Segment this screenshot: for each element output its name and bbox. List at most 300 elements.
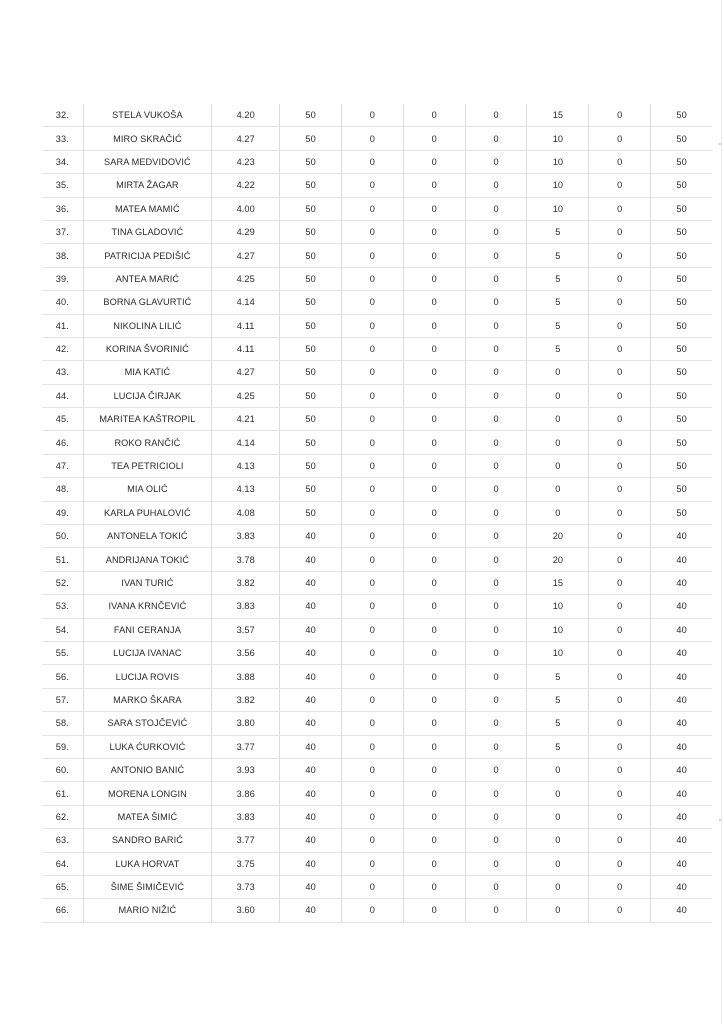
- cell-total: 40: [651, 525, 712, 548]
- table-row: [42, 758, 712, 781]
- cell-name: SANDRO BARIĆ: [83, 829, 212, 852]
- table-row: [42, 852, 712, 875]
- cell-rank: 34.: [42, 150, 83, 173]
- table-row: [42, 571, 712, 594]
- cell-col-9: 0: [589, 104, 651, 127]
- cell-rank: 59.: [42, 735, 83, 758]
- cell-col-5: 0: [342, 735, 404, 758]
- table-row: [42, 735, 712, 758]
- cell-bonus-points: 0: [527, 408, 589, 431]
- cell-col-7: 0: [465, 244, 527, 267]
- cell-name: LUCIJA ČIRJAK: [83, 384, 212, 407]
- cell-bonus-points: 0: [527, 899, 589, 922]
- cell-name: MATEA ŠIMIĆ: [83, 805, 212, 828]
- table-row: [42, 688, 712, 711]
- cell-grade-average: 3.77: [212, 829, 280, 852]
- cell-col-6: 0: [403, 805, 465, 828]
- cell-col-6: 0: [403, 618, 465, 641]
- cell-grade-average: 3.75: [212, 852, 280, 875]
- cell-col-5: 0: [342, 244, 404, 267]
- cell-col-6: 0: [403, 852, 465, 875]
- cell-rank: 42.: [42, 337, 83, 360]
- cell-rank: 64.: [42, 852, 83, 875]
- cell-bonus-points: 15: [527, 571, 589, 594]
- cell-col-6: 0: [403, 314, 465, 337]
- cell-bonus-points: 5: [527, 291, 589, 314]
- cell-score: 50: [280, 314, 342, 337]
- cell-col-5: 0: [342, 548, 404, 571]
- cell-score: 40: [280, 571, 342, 594]
- cell-bonus-points: 0: [527, 501, 589, 524]
- cell-total: 40: [651, 618, 712, 641]
- cell-total: 40: [651, 852, 712, 875]
- cell-score: 50: [280, 104, 342, 127]
- cell-name: MARKO ŠKARA: [83, 688, 212, 711]
- cell-total: 40: [651, 665, 712, 688]
- cell-col-7: 0: [465, 829, 527, 852]
- table-row: [42, 220, 712, 243]
- cell-name: TINA GLADOVIĆ: [83, 220, 212, 243]
- cell-col-9: 0: [589, 899, 651, 922]
- cell-grade-average: 4.21: [212, 408, 280, 431]
- table-row: [42, 408, 712, 431]
- cell-total: 40: [651, 805, 712, 828]
- cell-grade-average: 3.60: [212, 899, 280, 922]
- cell-grade-average: 4.27: [212, 127, 280, 150]
- cell-bonus-points: 10: [527, 174, 589, 197]
- cell-rank: 57.: [42, 688, 83, 711]
- cell-score: 50: [280, 478, 342, 501]
- cell-col-6: 0: [403, 641, 465, 664]
- cell-col-7: 0: [465, 501, 527, 524]
- cell-bonus-points: 20: [527, 525, 589, 548]
- cell-col-5: 0: [342, 525, 404, 548]
- cell-rank: 44.: [42, 384, 83, 407]
- cell-score: 40: [280, 782, 342, 805]
- cell-col-6: 0: [403, 150, 465, 173]
- cell-col-6: 0: [403, 712, 465, 735]
- table-row: [42, 782, 712, 805]
- cell-rank: 52.: [42, 571, 83, 594]
- cell-col-9: 0: [589, 875, 651, 898]
- cell-rank: 33.: [42, 127, 83, 150]
- cell-col-7: 0: [465, 431, 527, 454]
- cell-name: STELA VUKOŠA: [83, 104, 212, 127]
- cell-score: 40: [280, 805, 342, 828]
- table-row: [42, 174, 712, 197]
- cell-score: 40: [280, 758, 342, 781]
- cell-rank: 45.: [42, 408, 83, 431]
- cell-name: LUCIJA IVANAC: [83, 641, 212, 664]
- cell-rank: 47.: [42, 454, 83, 477]
- cell-col-9: 0: [589, 571, 651, 594]
- cell-total: 50: [651, 127, 712, 150]
- cell-rank: 61.: [42, 782, 83, 805]
- cell-bonus-points: 5: [527, 688, 589, 711]
- cell-name: ŠIME ŠIMIČEVIĆ: [83, 875, 212, 898]
- cell-rank: 65.: [42, 875, 83, 898]
- cell-grade-average: 4.25: [212, 267, 280, 290]
- cell-score: 50: [280, 197, 342, 220]
- cell-total: 40: [651, 712, 712, 735]
- cell-name: PATRICIJA PEDIŠIĆ: [83, 244, 212, 267]
- cell-col-6: 0: [403, 127, 465, 150]
- cell-bonus-points: 5: [527, 337, 589, 360]
- cell-bonus-points: 20: [527, 548, 589, 571]
- cell-bonus-points: 10: [527, 618, 589, 641]
- table-row: [42, 337, 712, 360]
- cell-rank: 35.: [42, 174, 83, 197]
- cell-total: 50: [651, 244, 712, 267]
- cell-total: 40: [651, 899, 712, 922]
- table-row: [42, 361, 712, 384]
- cell-name: KARLA PUHALOVIĆ: [83, 501, 212, 524]
- cell-col-6: 0: [403, 758, 465, 781]
- cell-grade-average: 3.83: [212, 805, 280, 828]
- cell-col-9: 0: [589, 782, 651, 805]
- cell-col-9: 0: [589, 829, 651, 852]
- cell-col-5: 0: [342, 618, 404, 641]
- cell-col-5: 0: [342, 688, 404, 711]
- cell-score: 40: [280, 665, 342, 688]
- cell-grade-average: 3.73: [212, 875, 280, 898]
- cell-bonus-points: 5: [527, 220, 589, 243]
- cell-col-5: 0: [342, 501, 404, 524]
- cell-col-9: 0: [589, 361, 651, 384]
- cell-score: 50: [280, 408, 342, 431]
- cell-col-7: 0: [465, 150, 527, 173]
- table-row: [42, 267, 712, 290]
- cell-col-7: 0: [465, 454, 527, 477]
- cell-score: 50: [280, 220, 342, 243]
- cell-col-5: 0: [342, 361, 404, 384]
- cell-col-9: 0: [589, 291, 651, 314]
- cell-score: 50: [280, 337, 342, 360]
- cell-total: 40: [651, 595, 712, 618]
- cell-col-6: 0: [403, 267, 465, 290]
- table-row: [42, 314, 712, 337]
- cell-total: 40: [651, 782, 712, 805]
- cell-col-5: 0: [342, 267, 404, 290]
- cell-name: KORINA ŠVORINIĆ: [83, 337, 212, 360]
- cell-rank: 62.: [42, 805, 83, 828]
- cell-score: 40: [280, 735, 342, 758]
- cell-total: 50: [651, 454, 712, 477]
- table-row: [42, 127, 712, 150]
- cell-score: 40: [280, 548, 342, 571]
- cell-name: LUKA ĆURKOVIĆ: [83, 735, 212, 758]
- cell-total: 50: [651, 361, 712, 384]
- cell-name: IVAN TURIĆ: [83, 571, 212, 594]
- cell-col-6: 0: [403, 595, 465, 618]
- cell-col-7: 0: [465, 408, 527, 431]
- cell-bonus-points: 0: [527, 478, 589, 501]
- cell-name: ANTEA MARIĆ: [83, 267, 212, 290]
- cell-col-5: 0: [342, 197, 404, 220]
- cell-col-9: 0: [589, 758, 651, 781]
- cell-rank: 36.: [42, 197, 83, 220]
- cell-score: 40: [280, 712, 342, 735]
- table-row: [42, 291, 712, 314]
- cell-col-5: 0: [342, 829, 404, 852]
- cell-col-9: 0: [589, 174, 651, 197]
- cell-col-5: 0: [342, 665, 404, 688]
- table-row: [42, 525, 712, 548]
- table-row: [42, 712, 712, 735]
- cell-col-5: 0: [342, 384, 404, 407]
- cell-col-9: 0: [589, 525, 651, 548]
- cell-score: 40: [280, 525, 342, 548]
- cell-name: MARITEA KAŠTROPIL: [83, 408, 212, 431]
- results-table: [42, 104, 712, 923]
- cell-total: 40: [651, 875, 712, 898]
- cell-col-9: 0: [589, 548, 651, 571]
- cell-col-7: 0: [465, 665, 527, 688]
- table-row: [42, 665, 712, 688]
- cell-col-7: 0: [465, 220, 527, 243]
- cell-col-7: 0: [465, 782, 527, 805]
- cell-bonus-points: 5: [527, 665, 589, 688]
- cell-total: 50: [651, 384, 712, 407]
- cell-bonus-points: 10: [527, 595, 589, 618]
- cell-bonus-points: 0: [527, 384, 589, 407]
- cell-col-5: 0: [342, 127, 404, 150]
- cell-col-9: 0: [589, 618, 651, 641]
- cell-col-5: 0: [342, 758, 404, 781]
- cell-score: 50: [280, 150, 342, 173]
- cell-name: NIKOLINA LILIĆ: [83, 314, 212, 337]
- cell-col-5: 0: [342, 782, 404, 805]
- cell-total: 40: [651, 829, 712, 852]
- cell-total: 50: [651, 267, 712, 290]
- cell-col-5: 0: [342, 805, 404, 828]
- cell-total: 50: [651, 501, 712, 524]
- cell-score: 40: [280, 829, 342, 852]
- cell-col-6: 0: [403, 384, 465, 407]
- cell-bonus-points: 15: [527, 104, 589, 127]
- cell-col-7: 0: [465, 712, 527, 735]
- table-row: [42, 595, 712, 618]
- cell-rank: 55.: [42, 641, 83, 664]
- cell-col-6: 0: [403, 875, 465, 898]
- cell-col-5: 0: [342, 174, 404, 197]
- cell-col-9: 0: [589, 454, 651, 477]
- cell-col-9: 0: [589, 220, 651, 243]
- cell-col-7: 0: [465, 361, 527, 384]
- cell-bonus-points: 0: [527, 758, 589, 781]
- cell-total: 40: [651, 735, 712, 758]
- cell-name: MIRTA ŽAGAR: [83, 174, 212, 197]
- table-row: [42, 548, 712, 571]
- cell-col-7: 0: [465, 735, 527, 758]
- cell-grade-average: 4.11: [212, 337, 280, 360]
- cell-col-9: 0: [589, 641, 651, 664]
- cell-name: MARIO NIŽIĆ: [83, 899, 212, 922]
- cell-col-9: 0: [589, 595, 651, 618]
- cell-total: 50: [651, 104, 712, 127]
- table-row: [42, 244, 712, 267]
- cell-grade-average: 3.83: [212, 595, 280, 618]
- cell-col-9: 0: [589, 665, 651, 688]
- scan-speck: [719, 819, 721, 821]
- cell-bonus-points: 10: [527, 150, 589, 173]
- cell-bonus-points: 10: [527, 197, 589, 220]
- cell-score: 40: [280, 875, 342, 898]
- cell-score: 50: [280, 361, 342, 384]
- cell-score: 40: [280, 595, 342, 618]
- cell-grade-average: 3.82: [212, 571, 280, 594]
- table-row: [42, 197, 712, 220]
- cell-col-7: 0: [465, 641, 527, 664]
- cell-rank: 41.: [42, 314, 83, 337]
- cell-col-7: 0: [465, 805, 527, 828]
- cell-col-5: 0: [342, 875, 404, 898]
- table-row: [42, 875, 712, 898]
- cell-grade-average: 3.77: [212, 735, 280, 758]
- cell-bonus-points: 5: [527, 244, 589, 267]
- cell-rank: 53.: [42, 595, 83, 618]
- cell-col-7: 0: [465, 197, 527, 220]
- cell-rank: 43.: [42, 361, 83, 384]
- cell-total: 50: [651, 478, 712, 501]
- cell-grade-average: 4.08: [212, 501, 280, 524]
- table-row: [42, 618, 712, 641]
- cell-grade-average: 3.78: [212, 548, 280, 571]
- cell-col-5: 0: [342, 291, 404, 314]
- cell-col-7: 0: [465, 688, 527, 711]
- table-row: [42, 454, 712, 477]
- cell-score: 40: [280, 618, 342, 641]
- cell-rank: 38.: [42, 244, 83, 267]
- cell-name: IVANA KRNČEVIĆ: [83, 595, 212, 618]
- table-row: [42, 501, 712, 524]
- cell-rank: 66.: [42, 899, 83, 922]
- scan-speck: [719, 143, 721, 145]
- cell-name: MIA KATIĆ: [83, 361, 212, 384]
- cell-col-5: 0: [342, 478, 404, 501]
- cell-grade-average: 4.13: [212, 478, 280, 501]
- cell-total: 50: [651, 150, 712, 173]
- cell-col-6: 0: [403, 829, 465, 852]
- cell-col-6: 0: [403, 408, 465, 431]
- cell-col-9: 0: [589, 688, 651, 711]
- cell-col-9: 0: [589, 735, 651, 758]
- cell-total: 50: [651, 220, 712, 243]
- cell-col-6: 0: [403, 478, 465, 501]
- cell-rank: 32.: [42, 104, 83, 127]
- cell-grade-average: 4.13: [212, 454, 280, 477]
- cell-name: LUCIJA ROVIS: [83, 665, 212, 688]
- cell-bonus-points: 10: [527, 641, 589, 664]
- table-row: [42, 899, 712, 922]
- cell-name: MIA OLIĆ: [83, 478, 212, 501]
- table-row: [42, 150, 712, 173]
- cell-col-9: 0: [589, 712, 651, 735]
- cell-name: SARA STOJČEVIĆ: [83, 712, 212, 735]
- cell-col-5: 0: [342, 431, 404, 454]
- cell-bonus-points: 0: [527, 454, 589, 477]
- cell-col-9: 0: [589, 150, 651, 173]
- cell-col-6: 0: [403, 337, 465, 360]
- cell-bonus-points: 0: [527, 431, 589, 454]
- cell-grade-average: 3.83: [212, 525, 280, 548]
- cell-rank: 37.: [42, 220, 83, 243]
- cell-grade-average: 4.11: [212, 314, 280, 337]
- cell-score: 50: [280, 244, 342, 267]
- cell-total: 50: [651, 408, 712, 431]
- table-row: [42, 641, 712, 664]
- cell-name: LUKA HORVAT: [83, 852, 212, 875]
- cell-score: 50: [280, 501, 342, 524]
- cell-col-6: 0: [403, 104, 465, 127]
- cell-col-7: 0: [465, 314, 527, 337]
- cell-grade-average: 4.20: [212, 104, 280, 127]
- cell-score: 50: [280, 384, 342, 407]
- cell-grade-average: 4.14: [212, 431, 280, 454]
- cell-col-7: 0: [465, 384, 527, 407]
- cell-grade-average: 4.25: [212, 384, 280, 407]
- cell-col-7: 0: [465, 127, 527, 150]
- cell-col-7: 0: [465, 618, 527, 641]
- cell-rank: 39.: [42, 267, 83, 290]
- cell-col-5: 0: [342, 150, 404, 173]
- cell-score: 50: [280, 174, 342, 197]
- cell-col-9: 0: [589, 267, 651, 290]
- cell-col-5: 0: [342, 899, 404, 922]
- cell-col-9: 0: [589, 478, 651, 501]
- cell-col-6: 0: [403, 454, 465, 477]
- cell-col-6: 0: [403, 548, 465, 571]
- cell-score: 40: [280, 899, 342, 922]
- cell-rank: 50.: [42, 525, 83, 548]
- cell-col-6: 0: [403, 899, 465, 922]
- cell-col-7: 0: [465, 899, 527, 922]
- cell-grade-average: 3.56: [212, 641, 280, 664]
- cell-name: MORENA LONGIN: [83, 782, 212, 805]
- cell-col-6: 0: [403, 525, 465, 548]
- cell-grade-average: 4.22: [212, 174, 280, 197]
- cell-total: 40: [651, 758, 712, 781]
- cell-total: 50: [651, 431, 712, 454]
- cell-bonus-points: 5: [527, 735, 589, 758]
- cell-col-6: 0: [403, 361, 465, 384]
- cell-total: 40: [651, 641, 712, 664]
- cell-col-6: 0: [403, 688, 465, 711]
- cell-total: 40: [651, 571, 712, 594]
- cell-col-6: 0: [403, 197, 465, 220]
- cell-col-7: 0: [465, 267, 527, 290]
- cell-col-9: 0: [589, 127, 651, 150]
- cell-col-5: 0: [342, 852, 404, 875]
- cell-col-5: 0: [342, 104, 404, 127]
- cell-bonus-points: 0: [527, 361, 589, 384]
- cell-grade-average: 4.23: [212, 150, 280, 173]
- cell-name: SARA MEDVIDOVIĆ: [83, 150, 212, 173]
- table-row: [42, 805, 712, 828]
- cell-bonus-points: 0: [527, 829, 589, 852]
- cell-grade-average: 3.82: [212, 688, 280, 711]
- cell-bonus-points: 5: [527, 267, 589, 290]
- cell-bonus-points: 0: [527, 852, 589, 875]
- cell-col-6: 0: [403, 291, 465, 314]
- cell-total: 50: [651, 291, 712, 314]
- table-row: [42, 431, 712, 454]
- cell-score: 40: [280, 852, 342, 875]
- cell-col-7: 0: [465, 595, 527, 618]
- cell-rank: 58.: [42, 712, 83, 735]
- cell-col-6: 0: [403, 174, 465, 197]
- cell-rank: 63.: [42, 829, 83, 852]
